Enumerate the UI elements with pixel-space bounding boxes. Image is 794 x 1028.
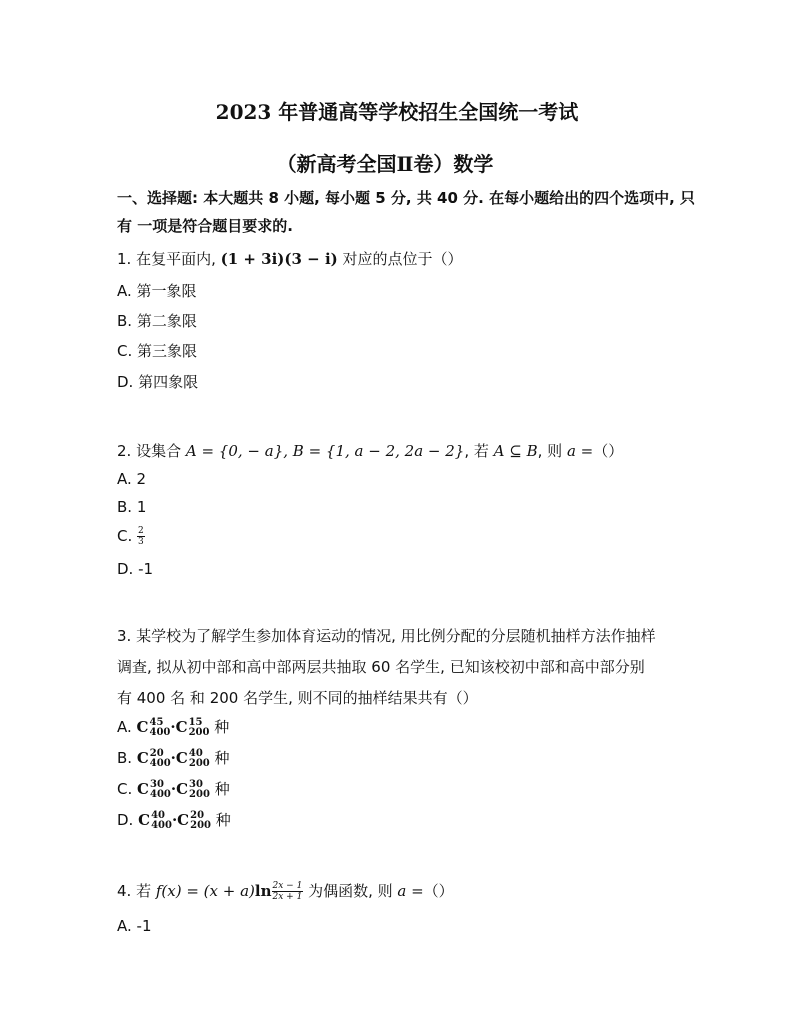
section-heading: 一、选择题: 本大题共 8 小题, 每小题 5 分, 共 40 分. 在每小题给出的四个选项中, 只有 一项是符合题目要求的. [117,189,695,235]
exam-subtitle: （新高考全国Ⅱ卷）数学 [276,152,494,176]
q2-a-equals: a = [566,442,594,460]
comb-dot: · [170,718,176,736]
question-1 [117,248,463,269]
q4-fraction-denominator: 2x + 1 [272,892,303,902]
comb-sup: 15 [188,717,203,728]
comb-sup: 40 [151,810,165,821]
q1-prefix: 1. 在复平面内, [117,250,221,268]
q2-prefix: 2. 设集合 [117,442,186,460]
comb-c: C [136,718,149,736]
q3-option-a-unit: 种 [214,718,230,736]
q3-line-1: 3. 某学校为了解学生参加体育运动的情况, 用比例分配的分层随机抽样方法作抽样 [117,627,656,645]
comb-c: C [136,749,149,767]
comb-dot: · [171,811,178,829]
comb-sub: 400 [149,789,171,800]
q3-option-b-comb1 [137,749,171,769]
q3-option-b-unit: 种 [214,749,230,767]
q3-option-b-label: B. [117,749,133,767]
comb-dot: · [170,780,177,798]
q2-sets: A = {0, − a}, B = {1, a − 2, 2a − 2} [185,442,465,460]
q2-option-c [117,526,145,547]
comb-c: C [137,780,149,798]
q3-option-c-unit: 种 [214,780,230,798]
q4-mid: 为偶函数, 则 [303,882,398,900]
q2-option-c-label: C. [117,527,133,545]
q2-option-c-numerator: 2 [138,526,144,536]
comb-sup: 45 [149,717,164,728]
q1-option-b: B. 第二象限 [117,312,197,330]
q3-option-d [117,809,231,831]
comb-sub: 200 [188,727,210,738]
q2-suffix: （） [593,442,624,460]
q1-option-a: A. 第一象限 [117,282,197,300]
q2-option-d: D. -1 [117,560,154,578]
q3-option-d-comb2 [177,811,211,831]
comb-sub: 200 [190,820,211,831]
q3-option-a-label: A. [117,718,132,736]
comb-c: C [175,718,188,736]
q1-option-c: C. 第三象限 [117,342,198,360]
q3-option-d-unit: 种 [215,811,231,829]
q2-option-c-denominator: 3 [138,537,144,547]
comb-sub: 400 [149,727,171,738]
q2-mid: , 若 [464,442,494,460]
q3-line-2: 调查, 拟从初中部和高中部两层共抽取 60 名学生, 已知该校初中部和高中部分别 [117,658,645,676]
q4-suffix: （） [423,882,454,900]
comb-c: C [175,749,188,767]
q4-prefix: 4. 若 [117,882,156,900]
q2-mid2: , 则 [537,442,567,460]
q2-option-a: A. 2 [117,470,147,488]
q1-option-d: D. 第四象限 [117,373,199,391]
q4-fraction-numerator: 2x − 1 [272,881,303,891]
comb-sub: 200 [189,789,210,800]
question-4 [117,880,454,902]
q3-option-a-comb1 [137,718,171,738]
q3-option-b [117,747,230,769]
comb-sup: 20 [149,748,164,759]
exam-title: 2023 年普通高等学校招生全国统一考试 [215,100,579,124]
comb-sup: 30 [149,779,164,790]
q3-option-b-comb2 [176,749,210,769]
comb-sup: 20 [190,810,205,821]
q3-option-a [117,716,229,738]
q2-subset: A ⊆ B [493,442,538,460]
comb-c: C [138,811,151,829]
q2-option-b: B. 1 [117,498,147,516]
comb-c: C [176,780,189,798]
q3-option-a-comb2 [176,718,210,738]
q3-line-3: 有 400 名 和 200 名学生, 则不同的抽样结果共有（） [117,689,478,707]
q4-fraction [272,881,304,902]
comb-sub: 400 [149,758,171,769]
comb-dot: · [170,749,176,767]
q1-suffix: 对应的点位于（） [337,250,463,268]
q1-expression: (1 + 3i)(3 − i) [220,250,338,268]
comb-sub: 200 [188,758,210,769]
q3-option-c-comb2 [176,780,210,800]
q4-function: f(x) = (x + a) [155,882,255,900]
q2-option-c-fraction [137,526,145,547]
q4-a-equals: a = [397,882,424,900]
comb-sup: 40 [188,748,203,759]
question-2 [117,440,623,461]
comb-sub: 400 [151,820,172,831]
q4-ln: ln [254,882,272,900]
q3-option-d-label: D. [117,811,134,829]
q4-option-a: A. -1 [117,917,152,935]
q3-option-d-comb1 [138,811,172,831]
comb-sup: 30 [189,779,203,790]
comb-c: C [177,811,190,829]
q3-option-c-comb1 [137,780,171,800]
q3-option-c [117,778,230,800]
q3-option-c-label: C. [117,780,133,798]
